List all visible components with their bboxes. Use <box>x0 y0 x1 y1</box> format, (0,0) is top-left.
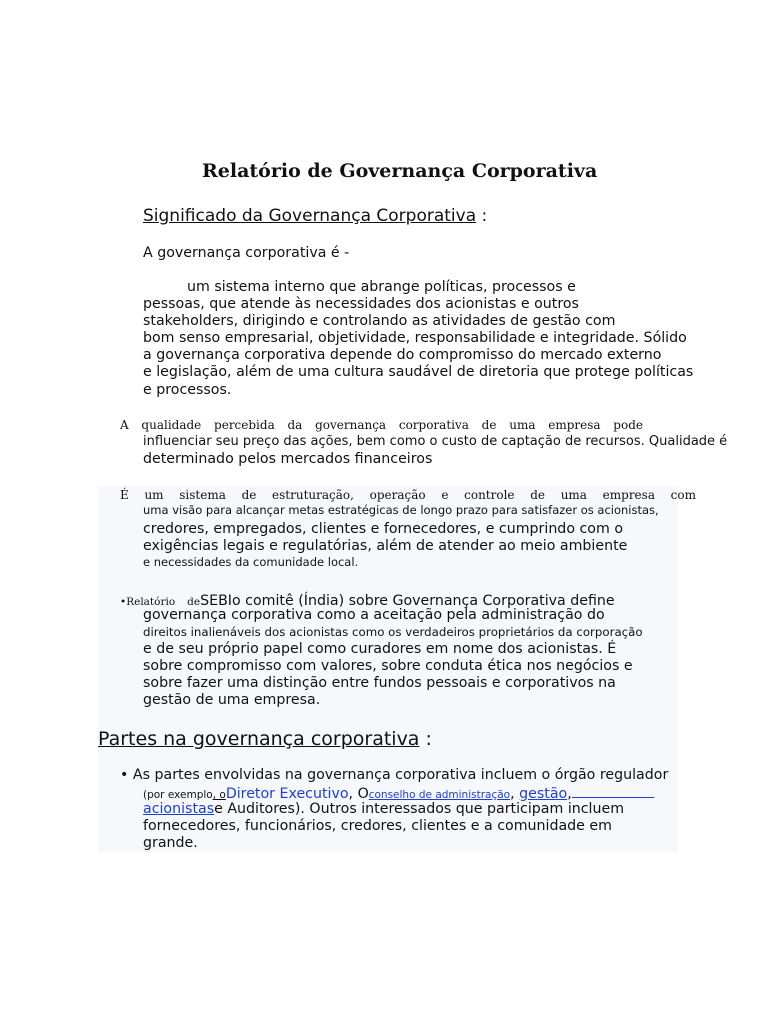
para4-line-6: gestão de uma empresa. <box>143 692 321 708</box>
para3-word: de <box>530 488 546 502</box>
para4-first-rest: SEBIo comitê (Índia) sobre Governança Corporativa define <box>200 593 615 609</box>
section-heading-meaning-colon: : <box>476 206 488 226</box>
para4-line-1: governança corporativa como a aceitação pela administração do <box>143 607 605 623</box>
link-underline-trail <box>572 785 654 798</box>
para3-first-line <box>120 488 696 502</box>
parties-line-0 <box>120 767 668 784</box>
para2-word: corporativa <box>398 418 469 432</box>
para2-word: uma <box>509 418 536 432</box>
para1-line-6: e processos. <box>143 382 232 398</box>
section-heading-meaning-text: Significado da Governança Corporativa <box>143 206 477 226</box>
para2-word: governança <box>315 418 387 432</box>
parties-line-2 <box>143 801 624 818</box>
section-heading-parties-text: Partes na governança corporativa <box>98 728 420 750</box>
para3-line-2: credores, empregados, clientes e fornecedores, e cumprindo com o <box>143 521 623 537</box>
para1-line-3: bom senso empresarial, objetividade, responsabilidade e integridade. Sólido <box>143 330 687 346</box>
para3-word: um <box>144 488 164 502</box>
para3-line-3: exigências legais e regulatórias, além de atender ao meio ambiente <box>143 538 628 554</box>
para2-word: pode <box>613 418 643 432</box>
para1-line-2: stakeholders, dirigindo e controlando as atividades de gestão com <box>143 313 616 329</box>
para2-word: qualidade <box>141 418 202 432</box>
para3-word: e <box>441 488 449 502</box>
para3-word: com <box>670 488 696 502</box>
para4-line-4: sobre compromisso com valores, sobre conduta ética nos negócios e <box>143 658 633 674</box>
example-end: , <box>567 786 572 802</box>
para4-de: de <box>187 596 201 608</box>
section-heading-meaning <box>143 206 487 226</box>
parties-line-4: grande. <box>143 835 198 851</box>
para4-line-5: sobre fazer uma distinção entre fundos pessoais e corporativos na <box>143 675 616 691</box>
intro-line: A governança corporativa é - <box>143 245 350 261</box>
para3-word: controle <box>464 488 515 502</box>
para2-line-1: determinado pelos mercados financeiros <box>143 451 433 467</box>
para1-line-4: a governança corporativa depende do compromisso do mercado externo <box>143 347 662 363</box>
link-board[interactable]: conselho de administração <box>368 789 511 801</box>
para1-line-0: um sistema interno que abrange políticas, processos e <box>187 279 576 295</box>
para3-word: operação <box>369 488 426 502</box>
document-title: Relatório de Governança Corporativa <box>202 160 598 182</box>
link-ceo[interactable]: Diretor Executivo <box>225 786 349 802</box>
para3-word: de <box>241 488 257 502</box>
example-prefix: (por exemplo <box>143 789 213 801</box>
section-heading-parties-colon: : <box>419 728 432 750</box>
para1-line-1: pessoas, que atende às necessidades dos acionistas e outros <box>143 296 579 312</box>
para4-line-3: e de seu próprio papel como curadores em nome dos acionistas. É <box>143 641 617 657</box>
parties-line-3: fornecedores, funcionários, credores, clientes e a comunidade em <box>143 818 612 834</box>
para2-word: empresa <box>548 418 601 432</box>
para3-word: sistema <box>179 488 226 502</box>
example-comma: , <box>510 786 520 802</box>
para2-word: da <box>287 418 303 432</box>
para3-word: estruturação, <box>272 488 354 502</box>
para4-line-2: direitos inalienáveis dos acionistas como os verdadeiros proprietários da corporação <box>143 625 643 639</box>
para2-word: percebida <box>214 418 275 432</box>
para3-word: É <box>120 488 129 502</box>
para2-first-line <box>120 418 643 432</box>
para2-word: A <box>120 418 129 432</box>
para3-word: empresa <box>602 488 655 502</box>
para4-prefix: •Relatório <box>120 596 176 608</box>
link-shareholders[interactable]: acionistas <box>143 801 215 817</box>
para2-line-0: influenciar seu preço das ações, bem como o custo de captação de recursos. Qualidade é <box>143 434 728 449</box>
para2-word: de <box>481 418 497 432</box>
parties-line-2-rest: e Auditores). Outros interessados que participam incluem <box>214 801 625 817</box>
section-heading-parties <box>98 728 432 750</box>
example-mid: , O <box>348 786 369 802</box>
bullet: • <box>120 767 129 783</box>
para1-line-5: e legislação, além de uma cultura saudável de diretoria que protege políticas <box>143 364 694 380</box>
link-management[interactable]: gestão <box>519 786 568 802</box>
para3-word: uma <box>560 488 587 502</box>
parties-line-0-text: As partes envolvidas na governança corporativa incluem o órgão regulador <box>132 767 669 783</box>
para3-line-1: uma visão para alcançar metas estratégicas de longo prazo para satisfazer os acionistas, <box>143 503 659 517</box>
para3-line-4: e necessidades da comunidade local. <box>143 555 359 569</box>
example-o: , o <box>212 789 226 801</box>
